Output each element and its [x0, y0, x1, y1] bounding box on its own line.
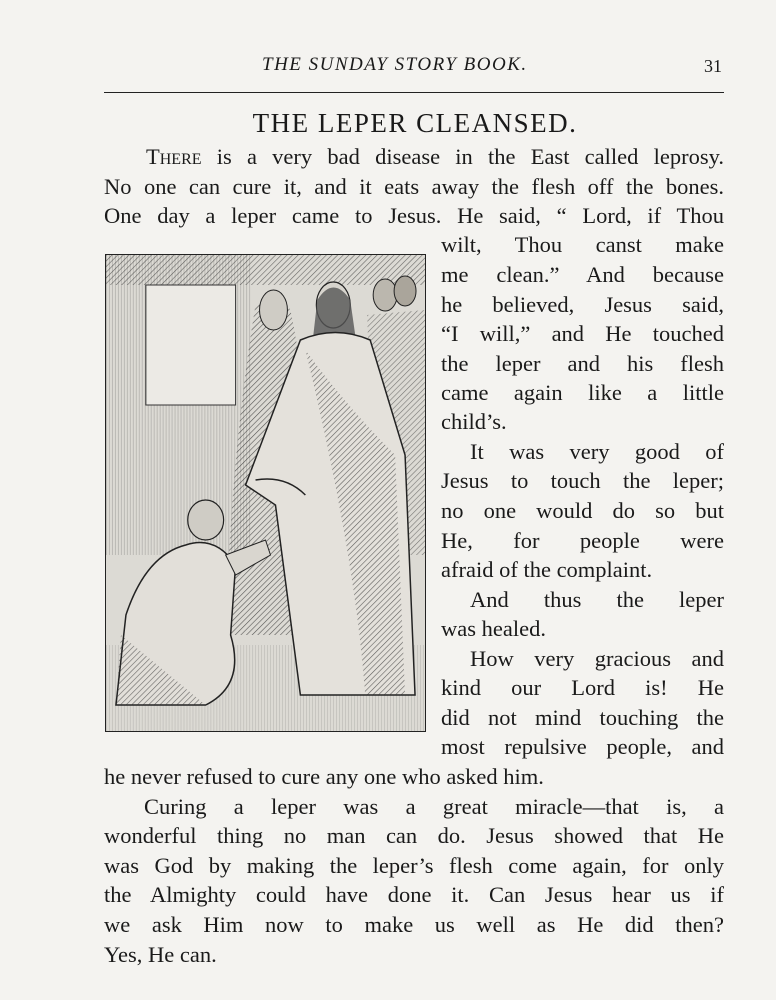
text-line: he never refused to cure any one who asked him.	[104, 764, 544, 789]
text-line: me clean.” And because	[441, 262, 724, 287]
text-line: Jesus to touch the leper;	[441, 468, 724, 493]
text-line: the leper and his flesh	[441, 351, 724, 376]
text-line: was God by making the leper’s flesh come again, for only	[104, 853, 724, 878]
text-line: Curing a leper was a great miracle—that is, a	[144, 794, 724, 819]
text-line: most repulsive people, and	[441, 734, 724, 759]
engraving-illustration	[105, 254, 426, 732]
text-line: How very gracious and	[470, 646, 724, 671]
text-line: afraid of the complaint.	[441, 557, 653, 582]
text-line: He, for people were	[441, 528, 724, 553]
chapter-title: THE LEPER CLEANSED.	[252, 108, 578, 138]
text-line: wilt, Thou canst make	[441, 232, 724, 257]
illustration-svg	[106, 255, 425, 731]
running-header	[0, 54, 776, 84]
text-line: was healed.	[441, 616, 546, 641]
drop-word: There	[146, 144, 202, 169]
text-line: child’s.	[441, 409, 507, 434]
text-line: No one can cure it, and it eats away the flesh off the bones.	[104, 174, 724, 199]
text-line: the Almighty could have done it. Can Jesus hear us if	[104, 882, 724, 907]
text-line: Yes, He can.	[104, 942, 217, 967]
text-line: we ask Him now to make us well as He did then?	[104, 912, 724, 937]
text-line: It was very good of	[470, 439, 724, 464]
header-rule	[104, 92, 724, 93]
text-line: did not mind touching the	[441, 705, 724, 730]
text-line: no one would do so but	[441, 498, 724, 523]
text-line: One day a leper came to Jesus. He said, “ Lord, if Thou	[104, 203, 724, 228]
running-title: THE SUNDAY STORY BOOK.	[262, 54, 528, 75]
text-line: And thus the leper	[470, 587, 724, 612]
page-number: 31	[704, 56, 722, 76]
text-line: wonderful thing no man can do. Jesus showed that He	[104, 823, 724, 848]
text-line: he believed, Jesus said,	[441, 292, 724, 317]
text-line: kind our Lord is! He	[441, 675, 724, 700]
text-line: “I will,” and He touched	[441, 321, 724, 346]
line-rest: is a very bad disease in the East called leprosy.	[201, 144, 724, 169]
text-line	[104, 142, 724, 172]
text-line: came again like a little	[441, 380, 724, 405]
